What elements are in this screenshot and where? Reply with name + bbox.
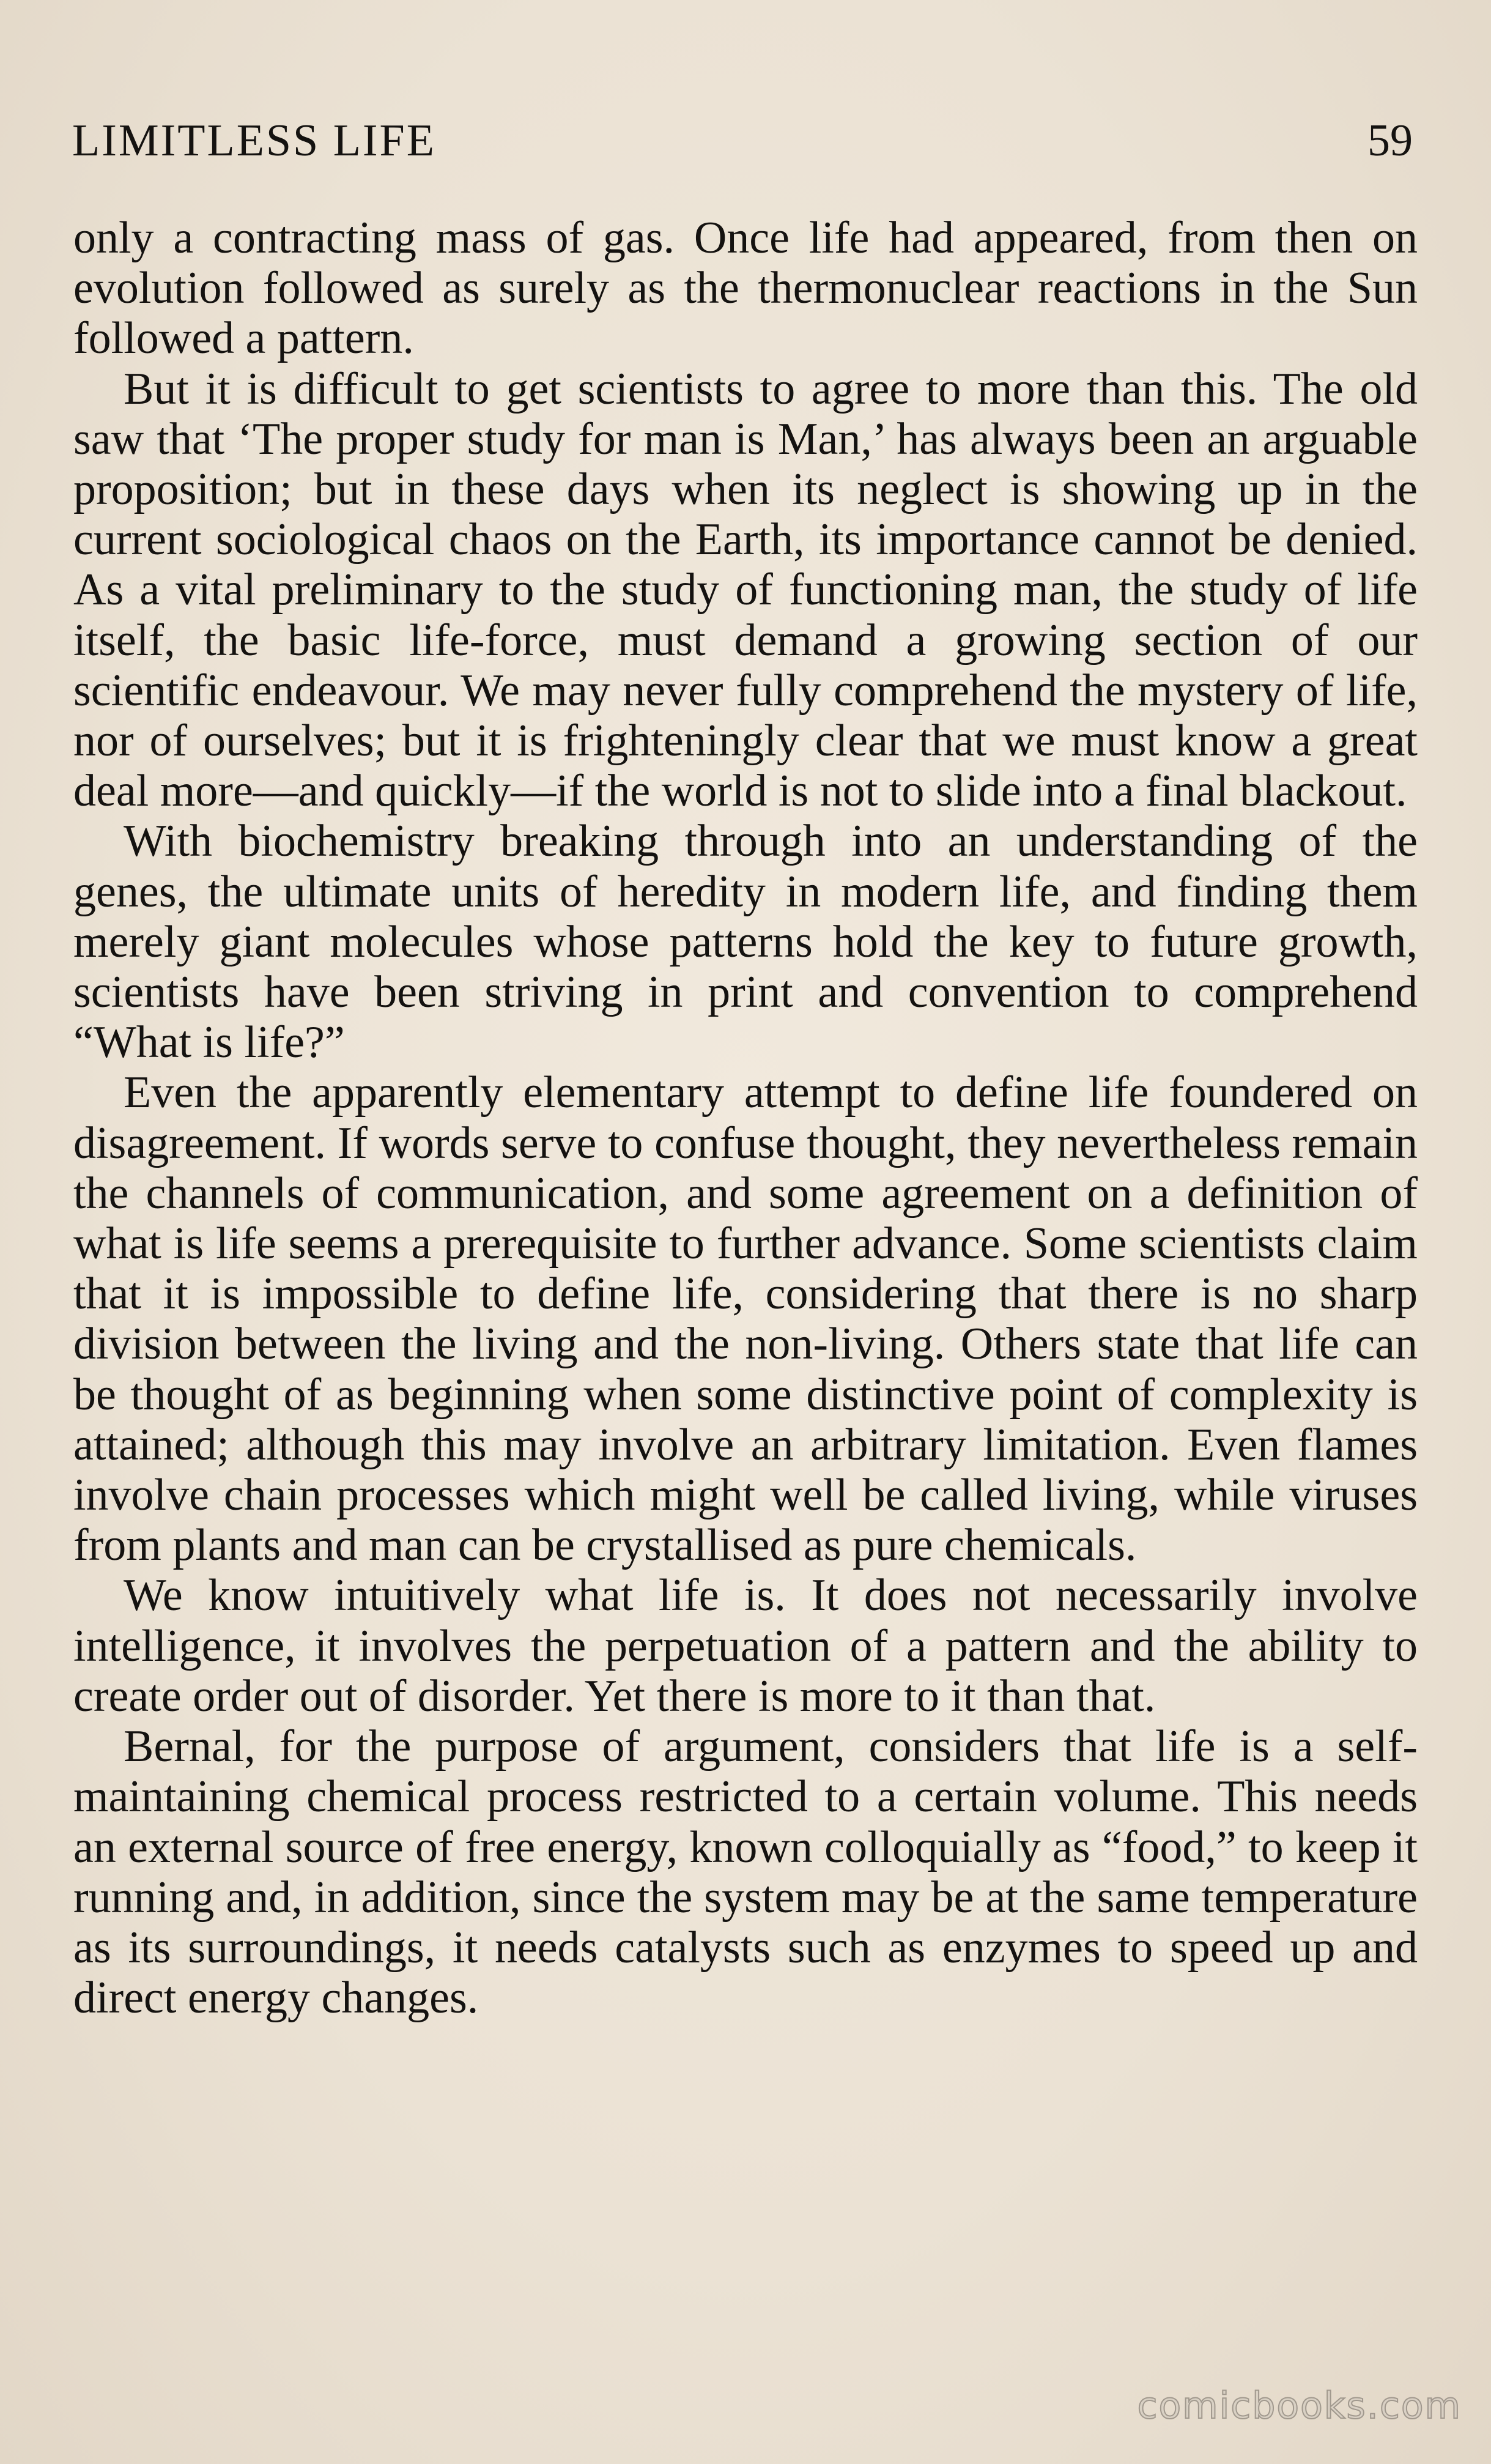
- paragraph-4: Even the apparently elementary attempt to define life foundered on disagreement. If words serve to confuse thought, they nevertheless remain the channels of communication, and some agreement on a definition of what is life seems a prerequisite to further advance. Some scientists claim that it is impossible to define life, considering that there is no sharp division between the living and the non-living. Others state that life can be thought of as beginning when some distinctive point of complexity is attained; although this may involve an arbitrary limitation. Even flames involve chain processes which might well be called living, while viruses from plants and man can be crystallised as pure chemicals.: [73, 1067, 1418, 1571]
- paragraph-5: We know intuitively what life is. It does not necessarily involve intelligence, it involves the perpetuation of a pattern and the ability to create order out of disorder. Yet there is more to it than that.: [73, 1570, 1418, 1721]
- page-number: 59: [1367, 116, 1413, 166]
- paragraph-6: Bernal, for the purpose of argument, considers that life is a self-maintaining chemical process restricted to a certain volume. This needs an external source of free energy, known colloquially as “food,” to keep it running and, in addition, since the system may be at the same temperature as its surroundings, it needs catalysts such as enzymes to speed up and direct energy changes.: [73, 1721, 1418, 2024]
- paragraph-2: But it is difficult to get scientists to agree to more than this. The old saw that ‘The proper study for man is Man,’ has always been an arguable proposition; but in these days when its neglect is showing up in the current sociological chaos on the Earth, its importance cannot be denied. As a vital preliminary to the study of functioning man, the study of life itself, the basic life-force, must demand a growing section of our scientific endeavour. We may never fully comprehend the mystery of life, nor of ourselves; but it is frighteningly clear that we must know a great deal more—and quickly—if the world is not to slide into a final blackout.: [73, 363, 1418, 817]
- body-text: [73, 213, 1418, 2023]
- paragraph-1: only a contracting mass of gas. Once life had appeared, from then on evolution followed as surely as the thermonuclear reactions in the Sun followed a pattern.: [73, 213, 1418, 364]
- watermark: comicbooks.com: [1137, 2384, 1462, 2427]
- running-title: LIMITLESS LIFE: [72, 116, 436, 166]
- page-header: [72, 110, 1413, 171]
- paragraph-3: With biochemistry breaking through into an understanding of the genes, the ultimate units of heredity in modern life, and finding them merely giant molecules whose patterns hold the key to future growth, scientists have been striving in print and convention to comprehend “What is life?”: [73, 816, 1418, 1068]
